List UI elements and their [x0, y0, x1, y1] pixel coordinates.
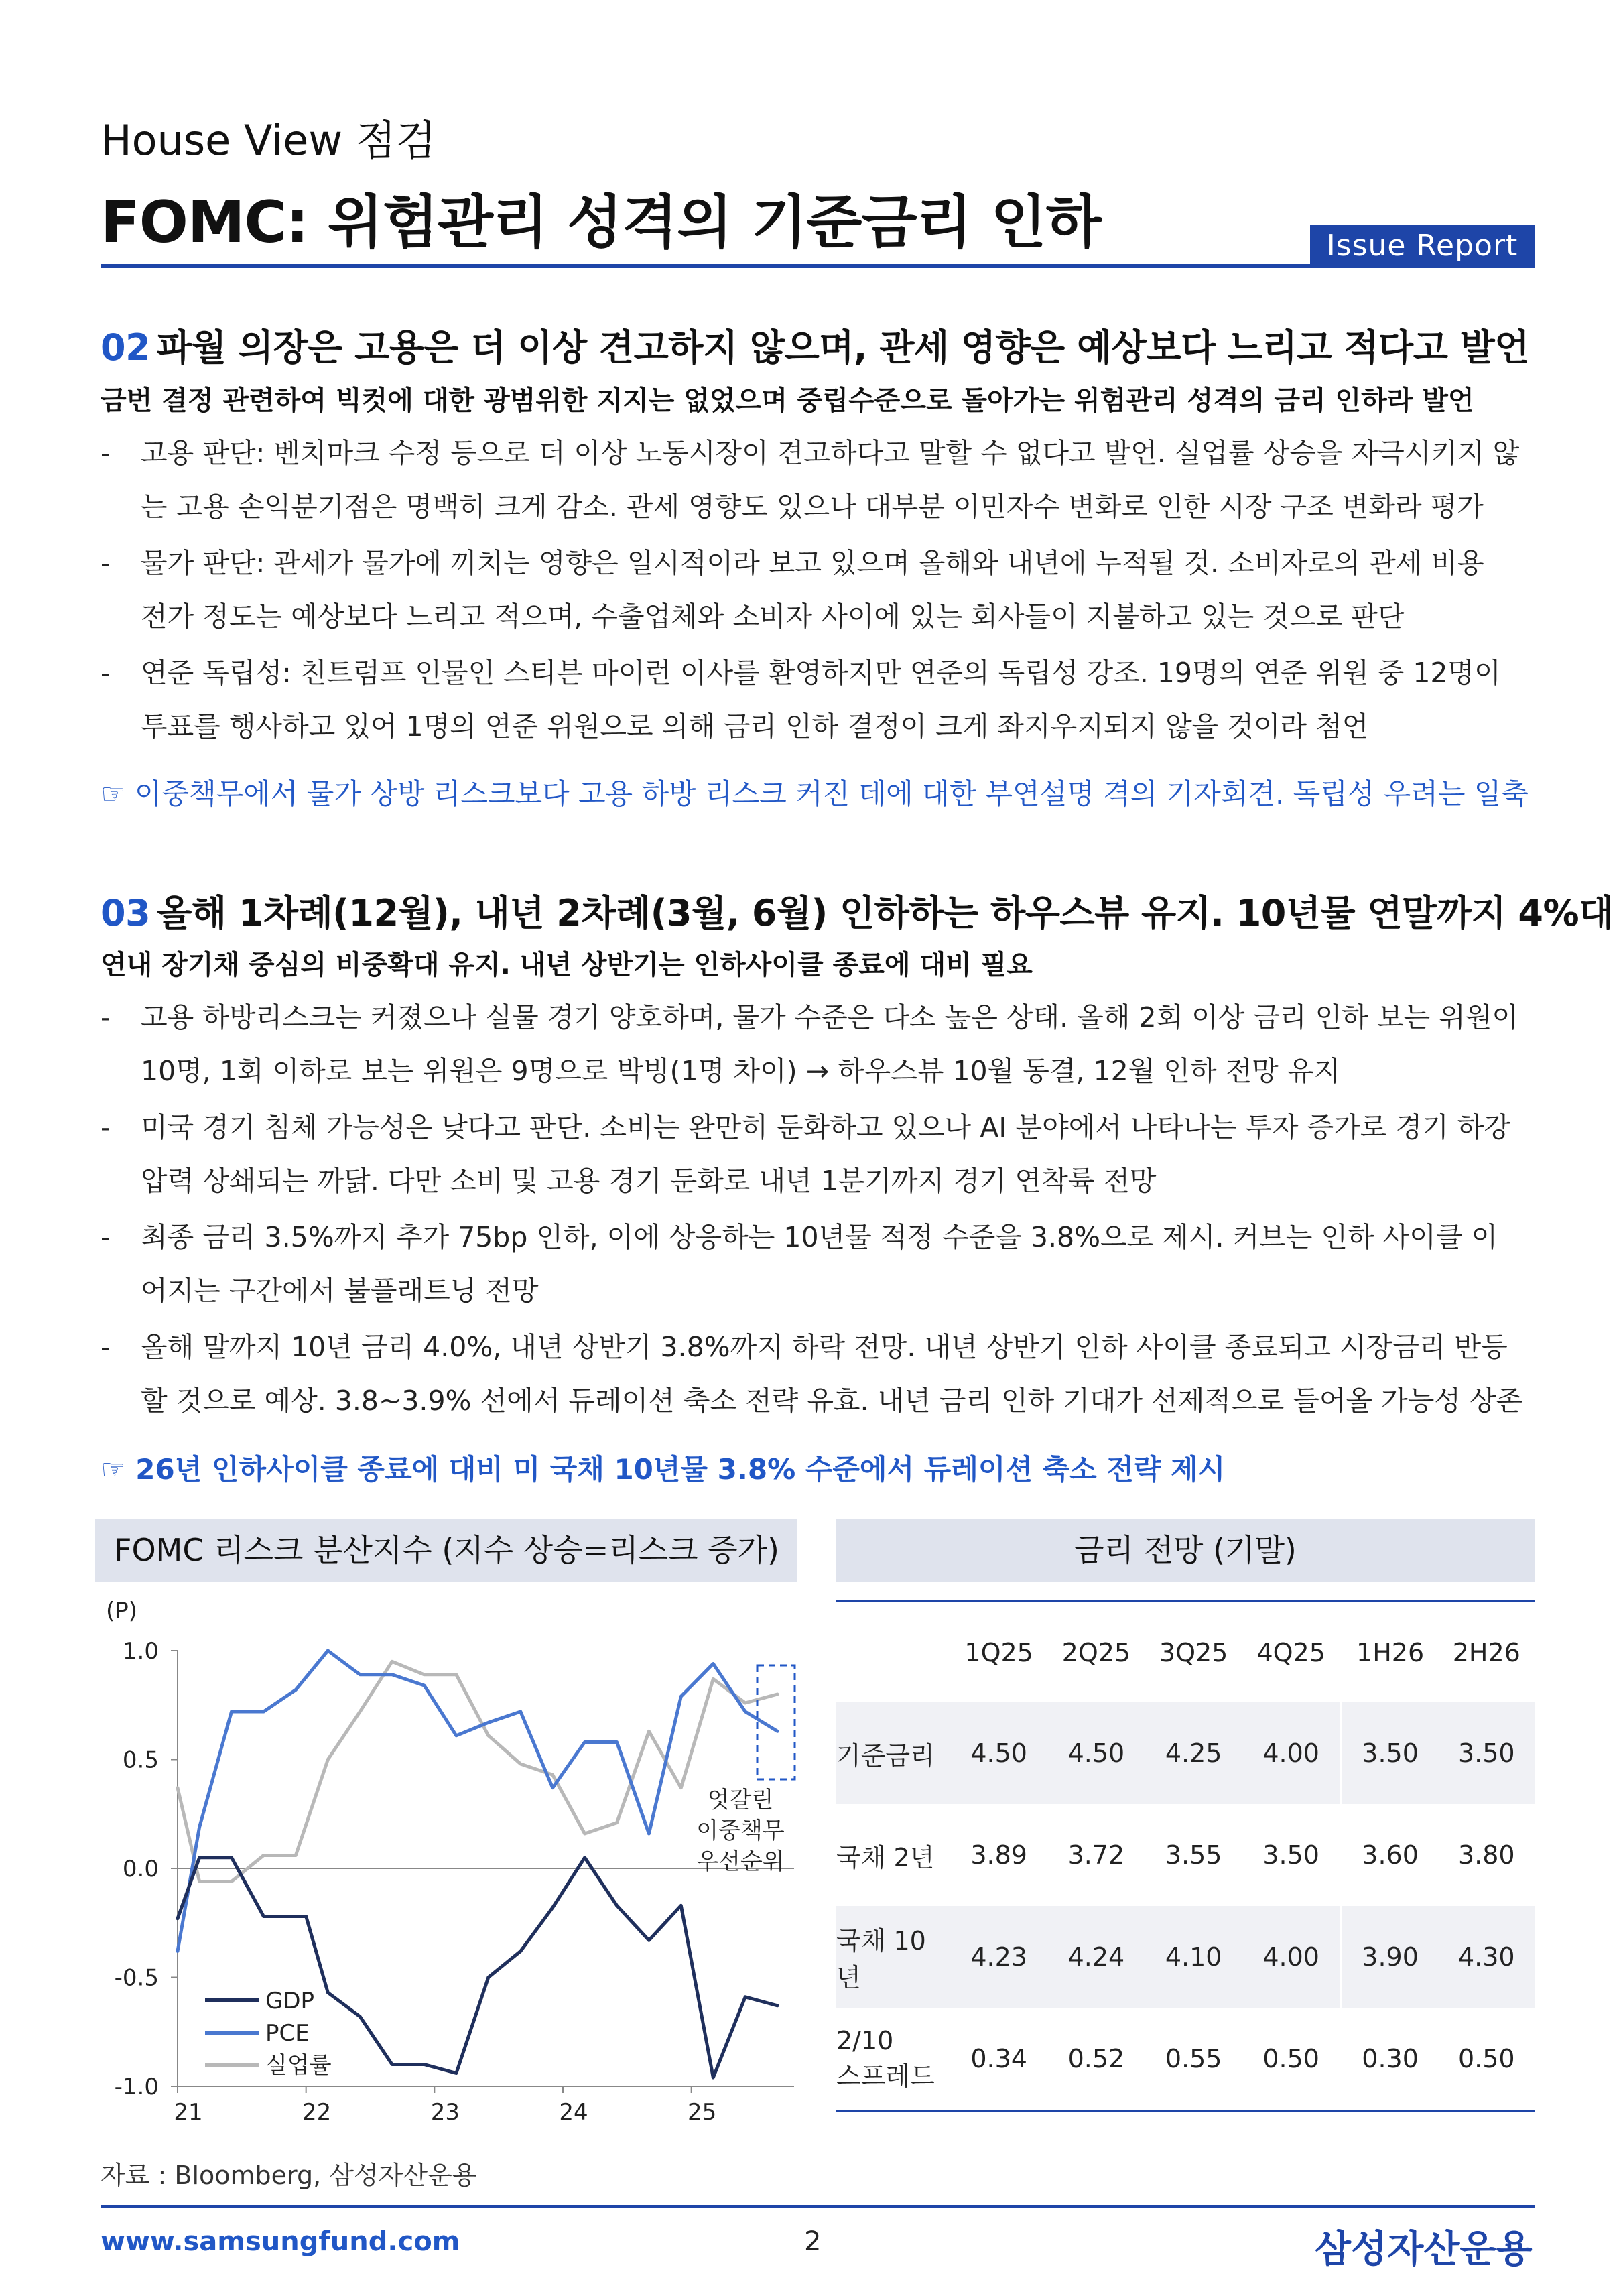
table-header-row — [836, 1603, 1535, 1702]
section-03-subheading: 연내 장기채 중심의 비중확대 유지. 내년 상반기는 인하사이클 종료에 대비 필요 — [101, 950, 1033, 980]
section-03-heading — [101, 885, 1614, 936]
table-header-cell: 4Q25 — [1256, 1638, 1325, 1667]
section-02-bullet — [101, 536, 1535, 643]
header-kicker: House View 점검 — [101, 116, 436, 165]
y-tick-label: 1.0 — [122, 1638, 159, 1665]
section-02-heading — [101, 319, 1529, 371]
x-tick-label: 22 — [302, 2099, 332, 2126]
y-tick-label: -0.5 — [114, 1964, 159, 1992]
row-label: 국채 10년 — [836, 1906, 950, 2008]
x-tick-label: 23 — [430, 2099, 460, 2126]
table-panel-title: 금리 전망 (기말) — [836, 1519, 1535, 1582]
y-tick-label: 0.5 — [122, 1746, 159, 1774]
page-title: FOMC: 위험관리 성격의 기준금리 인하 — [101, 189, 1101, 256]
table-header-cell: 1Q25 — [964, 1638, 1033, 1667]
table-row — [836, 1906, 1535, 2008]
bullet-line: 10명, 1회 이하로 보는 위원은 9명으로 박빙(1명 차이) → 하우스뷰 10월 동결, 12월 인하 전망 유지 — [141, 1055, 1341, 1087]
table-cell: 3.50 — [1341, 1702, 1438, 1804]
section-03-bullet — [101, 1100, 1535, 1208]
bullet-dash: - — [101, 657, 111, 689]
table-header-cell: 2Q25 — [1061, 1638, 1131, 1667]
chart-panel-title: FOMC 리스크 분산지수 (지수 상승=리스크 증가) — [95, 1519, 797, 1582]
section-02-subheading: 금번 결정 관련하여 빅컷에 대한 광범위한 지지는 없었으며 중립수준으로 돌아가는 위험관리 성격의 금리 인하라 발언 — [101, 385, 1474, 416]
bullet-line: 최종 금리 3.5%까지 추가 75bp 인하, 이에 상응하는 10년물 적정 수준을 3.8%으로 제시. 커브는 인하 사이클 이 — [141, 1221, 1498, 1253]
table-cell: 4.00 — [1242, 1702, 1341, 1804]
series-line-pce — [178, 1651, 777, 1952]
table-header-cell — [836, 1603, 950, 1702]
table-cell: 3.90 — [1341, 1906, 1438, 2008]
annotation-line: 우선순위 — [696, 1848, 785, 1875]
bullet-line: 고용 하방리스크는 커졌으나 실물 경기 양호하며, 물가 수준은 다소 높은 상태. 올해 2회 이상 금리 인하 보는 위원이 — [141, 1001, 1518, 1033]
table-cell: 4.23 — [950, 1906, 1047, 2008]
table-cell: 0.50 — [1457, 2044, 1515, 2074]
table-cell: 0.55 — [1165, 2044, 1222, 2074]
table-cell: 4.00 — [1242, 1906, 1341, 2008]
bullet-line: 올해 말까지 10년 금리 4.0%, 내년 상반기 3.8%까지 하락 전망. 내년 상반기 인하 사이클 종료되고 시장금리 반등 — [141, 1331, 1508, 1363]
table-top-rule — [836, 1600, 1535, 1602]
table-bottom-rule — [836, 2110, 1535, 2112]
table-row — [836, 2008, 1535, 2110]
table-cell: 3.50 — [1439, 1702, 1535, 1804]
table-cell: 3.60 — [1341, 1804, 1438, 1906]
section-02-number: 02 — [101, 326, 151, 369]
bullet-line: 는 고용 손익분기점은 명백히 크게 감소. 관세 영향도 있으나 대부분 이민자수 변화로 인한 시장 구조 변화라 평가 — [141, 491, 1484, 523]
title-rule — [101, 264, 1535, 268]
legend-label: 실업률 — [265, 2052, 332, 2079]
section-03-note: ☞ 26년 인하사이클 종료에 대비 미 국채 10년물 3.8% 수준에서 듀레이션 축소 전략 제시 — [101, 1453, 1226, 1486]
section-03-bullet — [101, 991, 1535, 1098]
y-tick-label: 0.0 — [122, 1856, 159, 1883]
table-cell: 3.72 — [1067, 1840, 1125, 1870]
table-cell: 4.10 — [1145, 1906, 1242, 2008]
y-tick-label: -1.0 — [114, 2074, 159, 2100]
series-line-unemployment — [178, 1661, 777, 1881]
legend-label: PCE — [265, 2020, 310, 2047]
annotation-line: 엇갈린 — [707, 1787, 774, 1813]
fomc-risk-chart — [87, 1592, 811, 2155]
table-cell: 4.50 — [950, 1702, 1047, 1804]
annotation-text — [696, 1787, 785, 1875]
bullet-dash: - — [101, 1331, 111, 1363]
row-label-line: 스프레드 — [836, 2061, 935, 2091]
table-cell: 4.50 — [1047, 1702, 1145, 1804]
table-cell: 0.52 — [1067, 2044, 1125, 2074]
x-tick-label: 25 — [688, 2099, 717, 2126]
table-cell: 0.30 — [1341, 2008, 1438, 2110]
section-02-heading-text: 파월 의장은 고용은 더 이상 견고하지 않으며, 관세 영향은 예상보다 느리고 적다고 발언 — [157, 326, 1530, 369]
table-cell: 3.50 — [1262, 1840, 1319, 1870]
chart-legend — [205, 1988, 332, 2079]
bullet-dash: - — [101, 1001, 111, 1033]
section-03-number: 03 — [101, 892, 151, 934]
x-tick-label: 24 — [559, 2099, 588, 2126]
table-cell: 3.89 — [970, 1840, 1027, 1870]
bullet-line: 전가 정도는 예상보다 느리고 적으며, 수출업체와 소비자 사이에 있는 회사들이 지불하고 있는 것으로 판단 — [141, 600, 1405, 633]
footer-website[interactable]: www.samsungfund.com — [101, 2226, 460, 2257]
table-cell: 3.55 — [1165, 1840, 1222, 1870]
bullet-dash: - — [101, 1221, 111, 1253]
section-03-bullet — [101, 1320, 1535, 1427]
section-02-bullet — [101, 426, 1535, 533]
bullet-dash: - — [101, 547, 111, 579]
page-number: 2 — [804, 2226, 822, 2257]
bullet-line: 미국 경기 침체 가능성은 낮다고 판단. 소비는 완만히 둔화하고 있으나 AI 분야에서 나타나는 투자 증가로 경기 하강 — [141, 1111, 1510, 1143]
annotation-line: 이중책무 — [696, 1817, 785, 1844]
table-cell: 3.80 — [1457, 1840, 1515, 1870]
section-03-heading-text: 올해 1차례(12월), 내년 2차례(3월, 6월) 인하하는 하우스뷰 유지. 10년물 연말까지 4%대 — [157, 892, 1614, 934]
y-axis-unit: (P) — [106, 1598, 138, 1624]
footer-rule — [101, 2205, 1535, 2208]
section-02-bullet — [101, 646, 1535, 753]
table-header-cell: 1H26 — [1341, 1603, 1438, 1702]
bullet-dash: - — [101, 1111, 111, 1143]
table-header-cell: 3Q25 — [1159, 1638, 1228, 1667]
bullet-line: 할 것으로 예상. 3.8~3.9% 선에서 듀레이션 축소 전략 유효. 내년 금리 인하 기대가 선제적으로 들어올 가능성 상존 — [141, 1385, 1523, 1417]
rate-forecast-table — [836, 1603, 1535, 2110]
table-cell: 4.24 — [1047, 1906, 1145, 2008]
legend-label: GDP — [265, 1988, 315, 2015]
section-02-note: ☞ 이중책무에서 물가 상방 리스크보다 고용 하방 리스크 커진 데에 대한 부연설명 격의 기자회견. 독립성 우려는 일축 — [101, 777, 1529, 810]
table-cell: 4.30 — [1439, 1906, 1535, 2008]
bullet-line: 고용 판단: 벤치마크 수정 등으로 더 이상 노동시장이 견고하다고 말할 수 없다고 발언. 실업률 상승을 자극시키지 않 — [141, 437, 1520, 469]
row-label: 국채 2년 — [836, 1842, 935, 1872]
x-tick-label: 21 — [174, 2099, 203, 2126]
table-row — [836, 1804, 1535, 1906]
table-cell: 0.50 — [1262, 2044, 1319, 2074]
table-row — [836, 1702, 1535, 1804]
bullet-line: 연준 독립성: 친트럼프 인물인 스티븐 마이런 이사를 환영하지만 연준의 독립성 강조. 19명의 연준 위원 중 12명이 — [141, 657, 1501, 689]
table-cell: 4.25 — [1145, 1702, 1242, 1804]
section-03-bullet — [101, 1210, 1535, 1318]
table-cell: 0.34 — [970, 2044, 1027, 2074]
bullet-line: 물가 판단: 관세가 물가에 끼치는 영향은 일시적이라 보고 있으며 올해와 내년에 누적될 것. 소비자로의 관세 비용 — [141, 547, 1484, 579]
bullet-line: 어지는 구간에서 불플래트닝 전망 — [141, 1275, 539, 1307]
row-label — [836, 2008, 950, 2110]
brand-logo: 삼성자산운용 — [1315, 2228, 1533, 2271]
table-header-cell: 2H26 — [1452, 1638, 1520, 1667]
issue-report-badge: Issue Report — [1310, 225, 1535, 267]
bullet-line: 압력 상쇄되는 까닭. 다만 소비 및 고용 경기 둔화로 내년 1분기까지 경기 연착륙 전망 — [141, 1165, 1157, 1197]
bullet-line: 투표를 행사하고 있어 1명의 연준 위원으로 의해 금리 인하 결정이 크게 좌지우지되지 않을 것이라 첨언 — [141, 710, 1369, 743]
bullet-dash: - — [101, 437, 111, 469]
chart-source: 자료 : Bloomberg, 삼성자산운용 — [101, 2161, 477, 2190]
row-label: 기준금리 — [836, 1702, 950, 1804]
row-label-line: 2/10 — [836, 2025, 894, 2055]
